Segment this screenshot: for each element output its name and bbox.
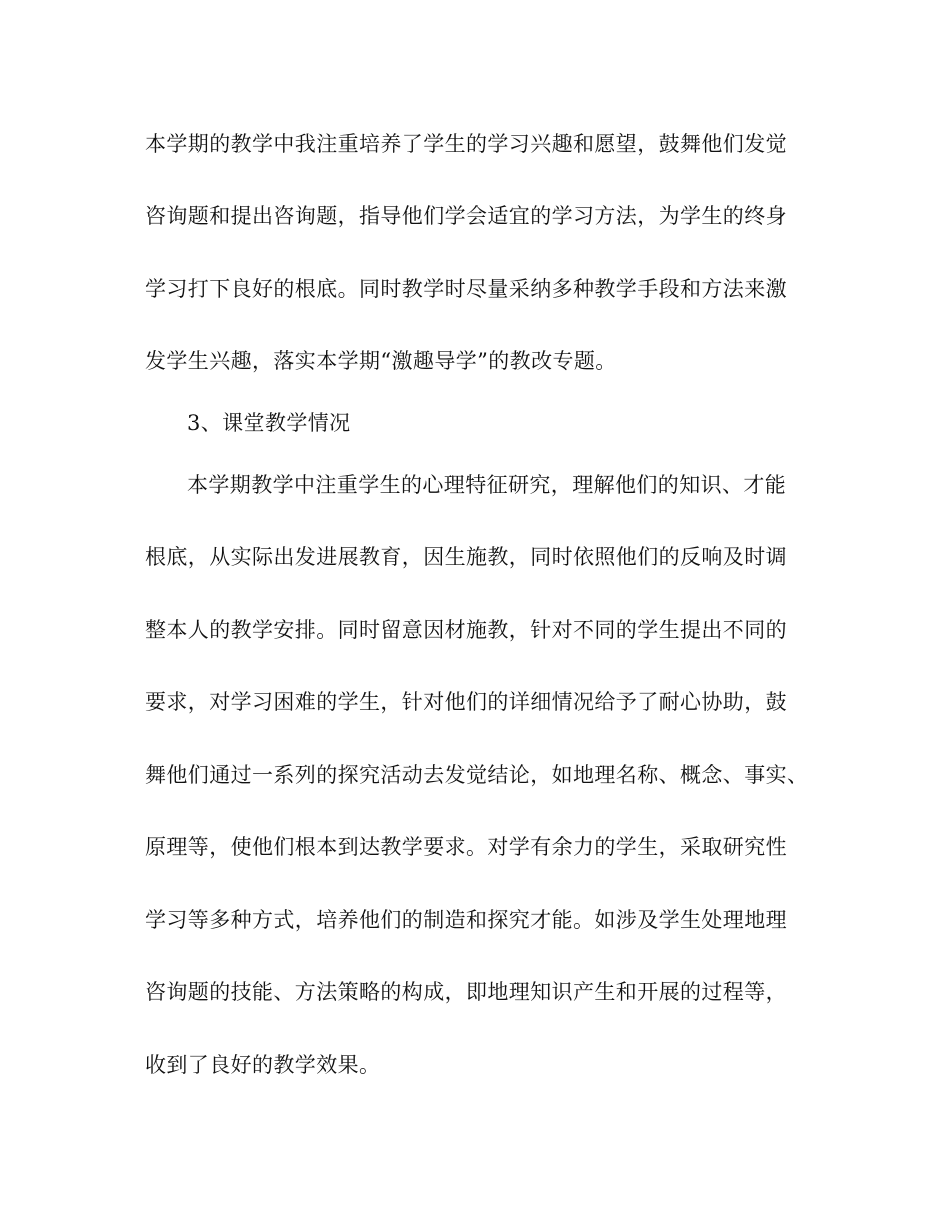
paragraph-line: 发学生兴趣，落实本学期“激趣导学”的教改专题。 [145, 349, 617, 373]
paragraph-line: 咨询题的技能、方法策略的构成，即地理知识产生和开展的过程等， [145, 980, 787, 1004]
paragraph-line: 学习打下良好的根底。同时教学时尽量采纳多种教学手段和方法来激 [145, 277, 787, 301]
paragraph-line: 要求，对学习困难的学生，针对他们的详细情况给予了耐心协助，鼓 [145, 690, 787, 714]
paragraph-line: 咨询题和提出咨询题，指导他们学会适宜的学习方法，为学生的终身 [145, 204, 787, 228]
paragraph-line: 本学期的教学中我注重培养了学生的学习兴趣和愿望，鼓舞他们发觉 [145, 132, 787, 156]
paragraph-line: 根底，从实际出发进展教育，因生施教，同时依照他们的反响及时调 [145, 545, 787, 569]
paragraph-line: 本学期教学中注重学生的心理特征研究，理解他们的知识、才能 [187, 473, 787, 497]
paragraph-line: 原理等，使他们根本到达教学要求。对学有余力的学生，采取研究性 [145, 835, 787, 859]
section-heading: 3、课堂教学情况 [187, 411, 351, 435]
paragraph-line: 整本人的教学安排。同时留意因材施教，针对不同的学生提出不同的 [145, 618, 787, 642]
paragraph-line: 舞他们通过一系列的探究活动去发觉结论，如地理名称、概念、事实、 [145, 763, 809, 787]
paragraph-line: 收到了良好的教学效果。 [145, 1053, 381, 1077]
paragraph-line: 学习等多种方式，培养他们的制造和探究才能。如涉及学生处理地理 [145, 908, 787, 932]
